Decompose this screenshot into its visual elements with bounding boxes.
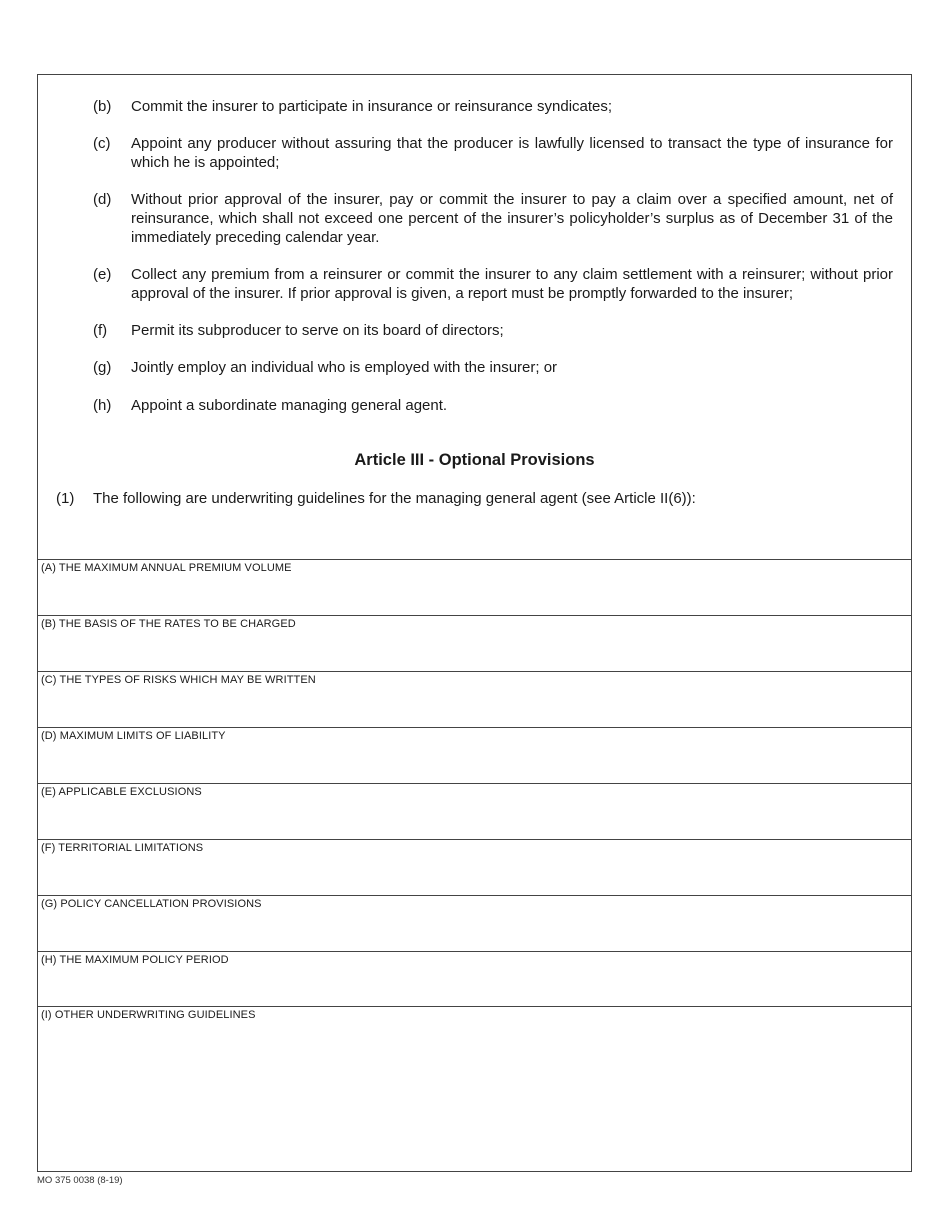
- field-label: (H) THE MAXIMUM POLICY PERIOD: [41, 954, 229, 966]
- provision-letter: (d): [93, 191, 112, 208]
- basis-of-rates-input[interactable]: [41, 634, 908, 667]
- provision-c: [93, 134, 893, 172]
- guideline-intro: [56, 489, 893, 508]
- field-label: (G) POLICY CANCELLATION PROVISIONS: [41, 898, 262, 910]
- field-label: (B) THE BASIS OF THE RATES TO BE CHARGED: [41, 618, 296, 630]
- provision-letter: (f): [93, 322, 108, 339]
- provision-letter: (b): [93, 98, 112, 115]
- field-max-annual-premium-volume: [37, 559, 912, 615]
- field-label: (E) APPLICABLE EXCLUSIONS: [41, 786, 202, 798]
- provision-g: [93, 358, 893, 377]
- field-other-underwriting-guidelines: [37, 1006, 912, 1174]
- max-annual-premium-volume-input[interactable]: [41, 578, 908, 611]
- field-territorial-limitations: [37, 839, 912, 895]
- provision-text: Appoint any producer without assuring that the producer is lawfully licensed to transact the type of insurance for which he is appointed;: [131, 135, 893, 171]
- guideline-item-text: The following are underwriting guidelines for the managing general agent (see Article II(6)):: [93, 490, 696, 507]
- field-label: (I) OTHER UNDERWRITING GUIDELINES: [41, 1009, 256, 1021]
- provision-h: [93, 396, 893, 415]
- applicable-exclusions-input[interactable]: [41, 802, 908, 835]
- provision-d: [93, 190, 893, 247]
- field-max-policy-period: [37, 951, 912, 1007]
- max-limits-of-liability-input[interactable]: [41, 746, 908, 779]
- field-basis-of-rates: [37, 615, 912, 671]
- provision-letter: (e): [93, 266, 112, 283]
- field-label: (D) MAXIMUM LIMITS OF LIABILITY: [41, 730, 226, 742]
- provision-letter: (c): [93, 135, 111, 152]
- field-label: (A) THE MAXIMUM ANNUAL PREMIUM VOLUME: [41, 562, 292, 574]
- types-of-risks-input[interactable]: [41, 690, 908, 723]
- provision-f: [93, 321, 893, 340]
- field-label: (F) TERRITORIAL LIMITATIONS: [41, 842, 204, 854]
- field-max-limits-of-liability: [37, 727, 912, 783]
- provision-text: Appoint a subordinate managing general agent.: [131, 397, 448, 414]
- provision-text: Jointly employ an individual who is employed with the insurer; or: [131, 359, 558, 376]
- field-applicable-exclusions: [37, 783, 912, 839]
- provision-text: Permit its subproducer to serve on its board of directors;: [131, 322, 504, 339]
- form-id: MO 375 0038 (8-19): [37, 1175, 123, 1186]
- provision-letter: (g): [93, 359, 112, 376]
- provision-text: Without prior approval of the insurer, pay or commit the insurer to pay a claim over a specified amount, net of reinsurance, which shall not exceed one percent of the insurer’s policyholder’s surplus as of December 31 of the immediately preceding calendar year.: [131, 191, 893, 246]
- provision-text: Collect any premium from a reinsurer or commit the insurer to any claim settlement with a reinsurer; without prior approval of the insurer. If prior approval is given, a report must be promptly forwarded to the insurer;: [131, 266, 893, 302]
- field-types-of-risks: [37, 671, 912, 727]
- provision-letter: (h): [93, 397, 112, 414]
- article-title: Article III - Optional Provisions: [354, 451, 595, 469]
- guideline-item-number: (1): [56, 490, 75, 507]
- form-frame: [37, 74, 912, 1172]
- territorial-limitations-input[interactable]: [41, 858, 908, 891]
- policy-cancellation-provisions-input[interactable]: [41, 914, 908, 947]
- other-underwriting-guidelines-input[interactable]: [41, 1025, 908, 1170]
- field-label: (C) THE TYPES OF RISKS WHICH MAY BE WRITTEN: [41, 674, 316, 686]
- provision-e: [93, 265, 893, 303]
- provision-b: [93, 97, 893, 116]
- provision-text: Commit the insurer to participate in insurance or reinsurance syndicates;: [131, 98, 613, 115]
- max-policy-period-input[interactable]: [41, 970, 908, 1003]
- field-policy-cancellation-provisions: [37, 895, 912, 951]
